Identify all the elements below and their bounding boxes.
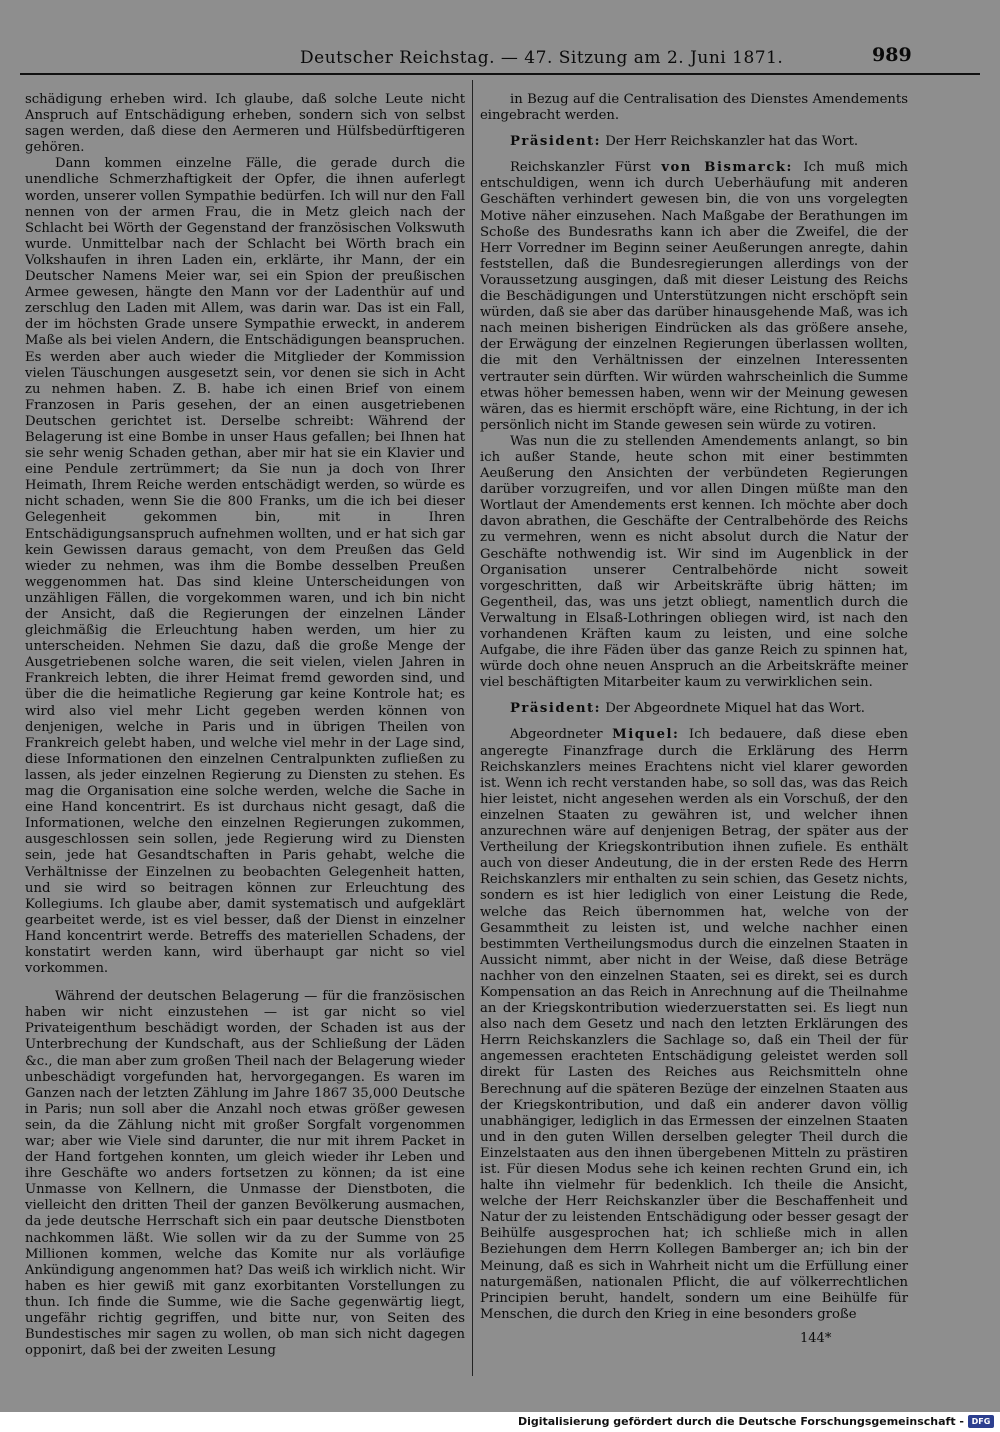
speaker-intro: Abgeordneter	[510, 727, 603, 743]
president-statement	[480, 701, 908, 717]
speech-paragraph	[480, 160, 908, 434]
speech-text: Ich muß mich entschuldigen, wenn ich durch Ueberhäufung mit anderen Geschäften verhindert gewesen bin, die von uns vorgelegten Motive näher einzusehen. Nach Maßgabe der Berathungen im Schoße des Bundesraths kann ich aber die Zweifel, die der Herr Vorredner im Beginn seiner Aeußerungen anregte, dahin feststellen, daß die Bundesregierungen allerdings von der Voraussetzung ausgingen, daß mit dieser Leistung des Reichs die Beschädigungen und Unterstützungen nicht erschöpft sein würden, daß sie aber das darüber hinausgehende Maß, was ich nach meinen bisherigen Eindrücken als das größere ansehe, der Erwägung der einzelnen Regierungen überlassen wollten, die mit den Verhältnissen der einzelnen Interessenten vertrauter sein dürften. Wir würden wahrscheinlich die Summe etwas höher bemessen haben, wenn wir der Meinung gewesen wären, das es hiermit erschöpft wäre, eine Richtung, in der ich persönlich nicht im Stande gewesen sein würde zu votiren.	[480, 160, 908, 433]
right-column	[480, 92, 908, 1347]
president-statement	[480, 134, 908, 150]
header-rule	[20, 73, 980, 75]
paragraph: in Bezug auf die Centralisation des Dienstes Amendements eingebracht werden.	[480, 92, 908, 124]
left-column	[25, 92, 465, 1359]
paragraph: schädigung erheben wird. Ich glaube, daß solche Leute nicht Anspruch auf Entschädigung erheben, sondern sich von selbst sagen werden, daß diese den Aermeren und Hülfsbedürftigeren gehören.	[25, 92, 465, 156]
speaker-name: von Bismarck:	[661, 160, 793, 176]
sheet-signature: 144*	[800, 1330, 832, 1346]
speech-text: Ich bedauere, daß diese eben angeregte Finanzfrage durch die Erklärung des Herrn Reichskanzlers meines Erachtens nicht viel klarer geworden ist. Wenn ich recht verstanden habe, so soll das, was das Reich hier leistet, nicht angesehen werden als ein Vorschuß, der den einzelnen Staaten zu gewähren ist, und welcher ihnen anzurechnen wäre auf denjenigen Betrag, der später aus der Vertheilung der Kriegskontribution ihnen zufiele. Es enthält auch von dieser Andeutung, die in der ersten Rede des Herrn Reichskanzlers mir enthalten zu sein schien, das Gesetz nichts, sondern es ist hier lediglich von einer Leistung die Rede, welche das Reich übernommen hat, welche von der Gesammtheit zu leisten ist, und welche nachher einen bestimmten Vertheilungsmodus durch die einzelnen Staaten in Aussicht nimmt, aber nicht in der Weise, daß diese Beträge nachher von den einzelnen Staaten, sei es direkt, sei es durch Kompensation an das Reich in Anrechnung auf die Theilnahme an der Kriegskontribution wiederzuerstatten sei. Es liegt nun also nach dem Gesetz und nach den letzten Erklärungen des Herrn Reichskanzlers die Sachlage so, daß ein Theil der für angemessen erachteten Entschädigung geleistet werden soll direkt für Lasten des Reiches aus Reichsmitteln ohne Berechnung auf die späteren Bezüge der einzelnen Staaten aus der Kriegskontribution, und daß ein anderer davon völlig unabhängiger, lediglich in das Ermessen der einzelnen Staaten und in den guten Willen derselben gelegter Theil durch die Einzelstaaten aus den ihnen übergebenen Mitteln zu prästiren ist. Für diesen Modus sehe ich keinen rechten Grund ein, ich halte ihn vielmehr für bedenklich. Ich theile die Ansicht, welche der Herr Reichskanzler über die Beschaffenheit und Natur der zu leistenden Entschädigung oder besser gesagt der Beihülfe ausgesprochen hat; ich schließe mich in allen Beziehungen dem Herrn Kollegen Bamberger an; ich bin der Meinung, daß es sich in Wahrheit nicht um die Erfüllung einer naturgemäßen, nationalen Pflicht, die auf völkerrechtlichen Principien beruht, handelt, sondern um eine Beihülfe für Menschen, die durch den Krieg in eine besonders große	[480, 727, 908, 1322]
page-number: 989	[872, 44, 912, 66]
speaker-name: Miquel:	[612, 727, 680, 743]
speaker-label: Präsident:	[510, 701, 602, 717]
speaker-label: Präsident:	[510, 134, 602, 150]
funding-credit: Digitalisierung gefördert durch die Deutsche Forschungsgemeinschaft -	[517, 1415, 964, 1428]
running-title: Deutscher Reichstag. — 47. Sitzung am 2. Juni 1871.	[300, 48, 784, 68]
statement-text: Der Abgeordnete Miquel hat das Wort.	[605, 701, 865, 717]
speech-paragraph	[480, 727, 908, 1322]
paragraph: Dann kommen einzelne Fälle, die gerade durch die unendliche Schmerzhaftigkeit der Opfer, die ihnen auferlegt worden, unserer vollen Sympathie bedürfen. Ich will nur den Fall nennen von der armen Frau, die in Metz gleich nach der Schlacht bei Wörth der Gegenstand der französischen Volkswuth wurde. Unmittelbar nach der Schlacht bei Wörth brach ein Volkshaufen in ihren Laden ein, erklärte, ihr Mann, der ein Deutscher Namens Meier war, sei ein Spion der preußischen Armee gewesen, hängte den Mann vor der Ladenthür auf und zerschlug den Laden mit Allem, was darin war. Das ist ein Fall, der im höchsten Grade unsere Sympathie erweckt, in anderem Maße als bei vielen Andern, die Entschädigungen beanspruchen. Es werden aber auch wieder die Mitglieder der Kommission vielen Täuschungen ausgesetzt sein, vor denen sie sich in Acht zu nehmen haben. Z. B. habe ich einen Brief von einem Franzosen in Paris gesehen, der an einen ausgetriebenen Deutschen gerichtet ist. Derselbe schreibt: Während der Belagerung ist eine Bombe in unser Haus gefallen; bei Ihnen hat sie sehr wenig Schaden gethan, aber mir hat sie ein Klavier und eine Pendule zertrümmert; da Sie nun ja doch von Ihrer Heimath, Ihrem Reiche werden entschädigt werden, so würde es nicht schaden, wenn Sie die 800 Franks, um die ich bei dieser Gelegenheit gekommen bin, mit in Ihren Entschädigungsanspruch aufnehmen wollten, und er hat sich gar kein Gewissen daraus gemacht, von dem Preußen das Geld wieder zu nehmen, was ihm die Bombe desselben Preußen weggenommen hat. Das sind kleine Unterscheidungen von unzähligen Fällen, die vorgekommen waren, und ich bin nicht der Ansicht, daß die Regierungen der einzelnen Länder gleichmäßig die Erleuchtung haben werden, um hier zu unterscheiden. Nehmen Sie dazu, daß die große Menge der Ausgetriebenen solche waren, die seit vielen, vielen Jahren in Frankreich lebten, die ihrer Heimat fremd geworden sind, und über die die heimatliche Regierung gar keine Kontrole hat; es wird also viel mehr Licht gegeben werden können von denjenigen, welche in Paris und in übrigen Theilen von Frankreich gelebt haben, und welche viel mehr in der Lage sind, diese Informationen den einzelnen Centralpunkten zufließen zu lassen, als jeder einzelnen Regierung zu Diensten zu stehen. Es mag die Organisation eine solche werden, welche die Sache in eine Hand koncentrirt. Es ist durchaus nicht gesagt, daß die Informationen, welche den einzelnen Regierungen zukommen, ausgeschlossen sein sollen, jede Regierung wird zu Diensten sein, jede hat Gesandtschaften in Paris gehabt, welche die Verhältnisse der Einzelnen zu beobachten Gelegenheit hatten, und sie wird so beitragen können zur Erleuchtung des Kollegiums. Ich glaube aber, damit systematisch und aufgeklärt gearbeitet werde, ist es viel besser, daß der Dienst in einzelner Hand koncentrirt werde. Betreffs des materiellen Schadens, der konstatirt werden kann, wird überhaupt gar nicht so viel vorkommen.	[25, 156, 465, 977]
paragraph: Was nun die zu stellenden Amendements anlangt, so bin ich außer Stande, heute schon mit einer bestimmten Aeußerung den Ansichten der verbündeten Regierungen darüber vorzugreifen, und vor allen Dingen müßte man den Wortlaut der Amendements erst kennen. Ich möchte aber doch davon abrathen, die Geschäfte der Centralbehörde des Reichs zu vermehren, wenn es nicht absolut durch die Natur der Geschäfte nothwendig ist. Wir sind im Augenblick in der Organisation unserer Centralbehörde nicht soweit vorgeschritten, daß wir Arbeitskräfte übrig hätten; im Gegentheil, das, was uns jetzt obliegt, namentlich durch die Verwaltung in Elsaß-Lothringen obliegen wird, ist nach den vorhandenen Kräften kaum zu leisten, und eine solche Aufgabe, die ihre Fäden über das ganze Reich zu spinnen hat, würde doch ohne neuen Anspruch an die Arbeitskräfte meiner viel beschäftigten Mitarbeiter kaum zu verwirklichen sein.	[480, 433, 908, 691]
column-divider	[472, 80, 473, 1376]
footer-bar	[0, 1412, 1000, 1432]
page-header	[20, 42, 980, 74]
dfg-logo: DFG	[968, 1415, 994, 1428]
speaker-intro: Reichskanzler Fürst	[510, 160, 651, 176]
statement-text: Der Herr Reichskanzler hat das Wort.	[605, 134, 859, 150]
paragraph: Während der deutschen Belagerung — für die französischen haben wir nicht einzustehen — ist gar nicht so viel Privateigenthum beschädigt worden, der Schaden ist aus der Unterbrechung der Kundschaft, aus der Schließung der Läden &c., die man aber zum großen Theil nach der Belagerung wieder unbeschädigt vorgefunden hat, hervorgegangen. Es waren im Ganzen nach der letzten Zählung im Jahre 1867 35,000 Deutsche in Paris; nun soll aber die Anzahl noch etwas größer gewesen sein, da die Zählung nicht mit großer Sorgfalt vorgenommen war; aber wie Viele sind darunter, die nur mit ihrem Packet in der Hand fortgehen konnten, um gleich wieder ihr Leben und ihre Geschäfte wo anders fortsetzen zu können; da ist eine Unmasse von Kellnern, die Unmasse der Dienstboten, die vielleicht den dritten Theil der ganzen Bevölkerung ausmachen, da jede deutsche Herrschaft sich ein paar deutsche Dienstboten nachkommen läßt. Wie sollen wir da zu der Summe von 25 Millionen kommen, welche das Komite nur als vorläufige Ankündigung angenommen hat? Das weiß ich wirklich nicht. Wir haben es hier gewiß mit ganz exorbitanten Vorstellungen zu thun. Ich finde die Summe, wie die Sache gegenwärtig liegt, ungefähr richtig gegriffen, und bitte nur, von Seiten des Bundestisches mir sagen zu wollen, ob man sich nicht dagegen opponirt, daß bei der zweiten Lesung	[25, 989, 465, 1359]
